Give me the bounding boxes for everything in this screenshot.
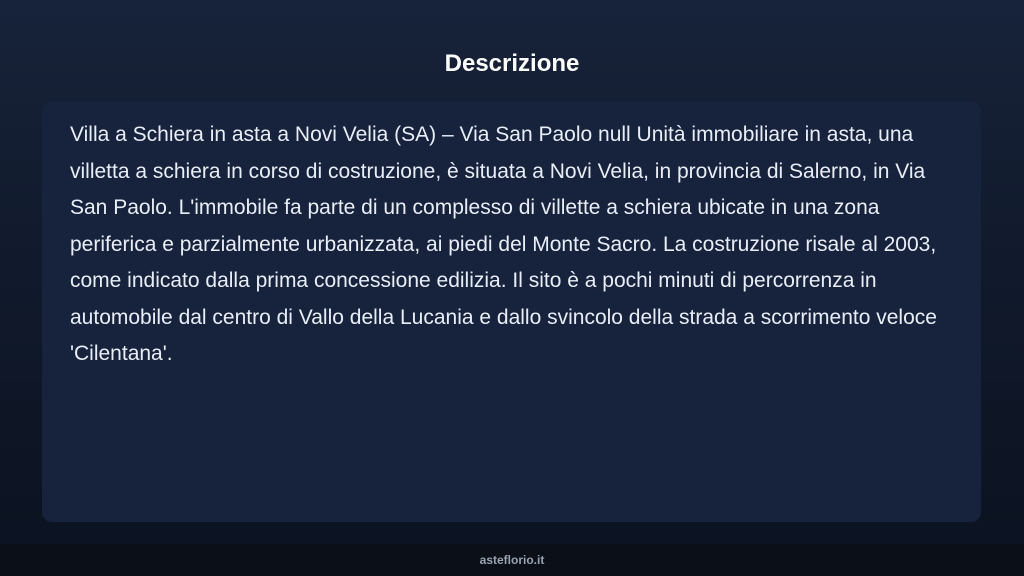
description-text: Villa a Schiera in asta a Novi Velia (SA) – Via San Paolo null Unità immobiliare in asta, una villetta a schiera in corso di costruzione, è situata a Novi Velia, in provincia di Salerno, in Via San Paolo. L'immobile fa parte di un complesso di villette a schiera ubicate in una zona periferica e parzialmente urbanizzata, ai piedi del Monte Sacro. La costruzione risale al 2003, come indicato dalla prima concessione edilizia. Il sito è a pochi minuti di percorrenza in automobile dal centro di Vallo della Lucania e dallo svincolo della strada a scorrimento veloce 'Cilentana'.: [70, 123, 937, 365]
description-card: [42, 101, 981, 522]
footer-bar: [0, 544, 1024, 576]
page-title: Descrizione: [444, 50, 580, 77]
footer-site-name: asteflorio.it: [479, 553, 545, 567]
